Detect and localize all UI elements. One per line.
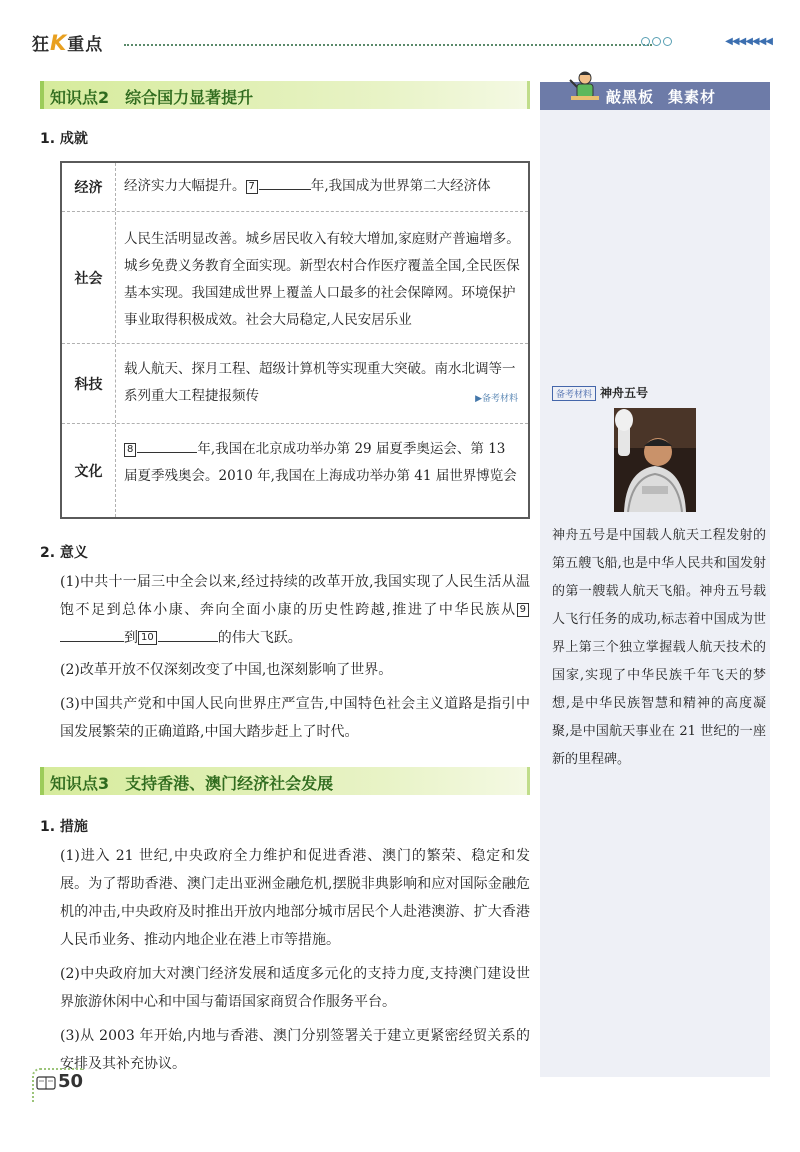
sidebar-material-panel	[540, 82, 770, 1077]
measures-paragraph-2: (2)中央政府加大对澳门经济发展和适度多元化的支持力度,支持澳门建设世界旅游休闲中心和中国与葡语国家商贸合作服务平台。	[60, 966, 530, 1010]
fill-blank[interactable]	[137, 452, 197, 453]
table-row	[62, 163, 528, 211]
material-tag-label: 备考材料	[552, 386, 596, 401]
section-heading-2	[40, 81, 530, 109]
significance-paragraph-2: (2)改革开放不仅深刻改变了中国,也深刻影响了世界。	[60, 662, 393, 678]
row-label: 经济	[62, 163, 116, 211]
blank-number: 8	[124, 443, 136, 457]
header-circles-decoration	[641, 37, 672, 46]
table-row	[62, 211, 528, 343]
fill-blank[interactable]	[158, 641, 218, 642]
row-label: 文化	[62, 424, 116, 517]
measures-paragraph-1: (1)进入 21 世纪,中央政府全力维护和促进香港、澳门的繁荣、稳定和发展。为了帮助香港、澳门走出亚洲金融危机,摆脱非典影响和应对国际金融危机的冲击,中央政府及时推出开放内地部分城市居民个人赴港澳游、扩大香港人民币业务、推动内地企业在港上市等措施。	[60, 848, 530, 948]
row-content: 载人航天、探月工程、超级计算机等实现重大突破。南水北调等一系列重大工程捷报频传 ▶备考材料	[116, 344, 528, 423]
significance-paragraph-3: (3)中国共产党和中国人民向世界庄严宣告,中国特色社会主义道路是指引中国发展繁荣的正确道路,中国大踏步赶上了时代。	[60, 696, 530, 740]
row-content: 人民生活明显改善。城乡居民收入有较大增加,家庭财产普遍增多。城乡免费义务教育全面实现。新型农村合作医疗覆盖全国,全民医保基本实现。我国建成世界上覆盖人口最多的社会保障网。环境保护事业取得积极成效。社会大局稳定,人民安居乐业	[124, 231, 520, 328]
material-tag	[552, 384, 648, 401]
brand-logo: 狂K重点	[32, 31, 104, 55]
subheading-significance: 2. 意义	[40, 545, 88, 561]
section-number: 知识点2	[50, 88, 110, 107]
header-dotted-line	[124, 44, 652, 46]
blank-number: 10	[138, 631, 157, 645]
section-heading-3	[40, 767, 530, 795]
ref-material-link[interactable]: ▶备考材料	[475, 394, 518, 404]
fill-blank[interactable]	[259, 189, 311, 190]
measures-paragraph-3: (3)从 2003 年开始,内地与香港、澳门分别签署关于建立更紧密经贸关系的安排及其补充协议。	[60, 1028, 530, 1072]
page-footer	[32, 1062, 92, 1102]
fill-blank[interactable]	[60, 641, 124, 642]
table-row	[62, 423, 528, 517]
header-arrows-decoration: ◀◀◀◀◀◀◀	[725, 36, 772, 47]
subheading-achievements: 1. 成就	[40, 131, 88, 147]
row-content: 8 年,我国在北京成功举办第 29 届夏季奥运会、第 13 届夏季残奥会。2010 年,我国在上海成功举办第 41 届世界博览会	[124, 441, 517, 484]
sidebar-header: 敲黑板 集素材	[540, 82, 770, 110]
material-description: 神舟五号是中国载人航天工程发射的第五艘飞船,也是中华人民共和国发射的第一艘载人航天飞船。神舟五号载人飞行任务的成功,标志着中国成为世界上第三个独立掌握载人航天技术的国家,实现了中华民族千年飞天的梦想,是中华民族智慧和精神的高度凝聚,是中国航天事业在 21 世纪的一座新的里程碑。	[552, 528, 766, 767]
book-icon	[36, 1075, 56, 1091]
section-title: 综合国力显著提升	[125, 88, 254, 107]
section-title: 支持香港、澳门经济社会发展	[125, 774, 334, 793]
section-number: 知识点3	[50, 774, 110, 793]
blank-number: 7	[246, 180, 258, 194]
row-content: 经济实力大幅提升。 7 年,我国成为世界第二大经济体	[124, 178, 491, 194]
achievements-table	[60, 161, 530, 519]
page-header	[32, 28, 772, 58]
astronaut-photo	[614, 408, 696, 512]
significance-paragraph-1: (1)中共十一届三中全会以来,经过持续的改革开放,我国实现了人民生活从温饱不足到总体小康、奔向全面小康的历史性跨越,推进了中华民族从 9到 10 的伟大飞跃。	[60, 574, 530, 646]
subheading-measures: 1. 措施	[40, 819, 88, 835]
page-number: 50	[58, 1071, 84, 1092]
blank-number: 9	[517, 603, 529, 617]
table-row	[62, 343, 528, 423]
row-label: 科技	[62, 344, 116, 423]
material-title: 神舟五号	[600, 386, 649, 400]
row-label: 社会	[62, 212, 116, 343]
teacher-figure-icon	[568, 70, 602, 106]
